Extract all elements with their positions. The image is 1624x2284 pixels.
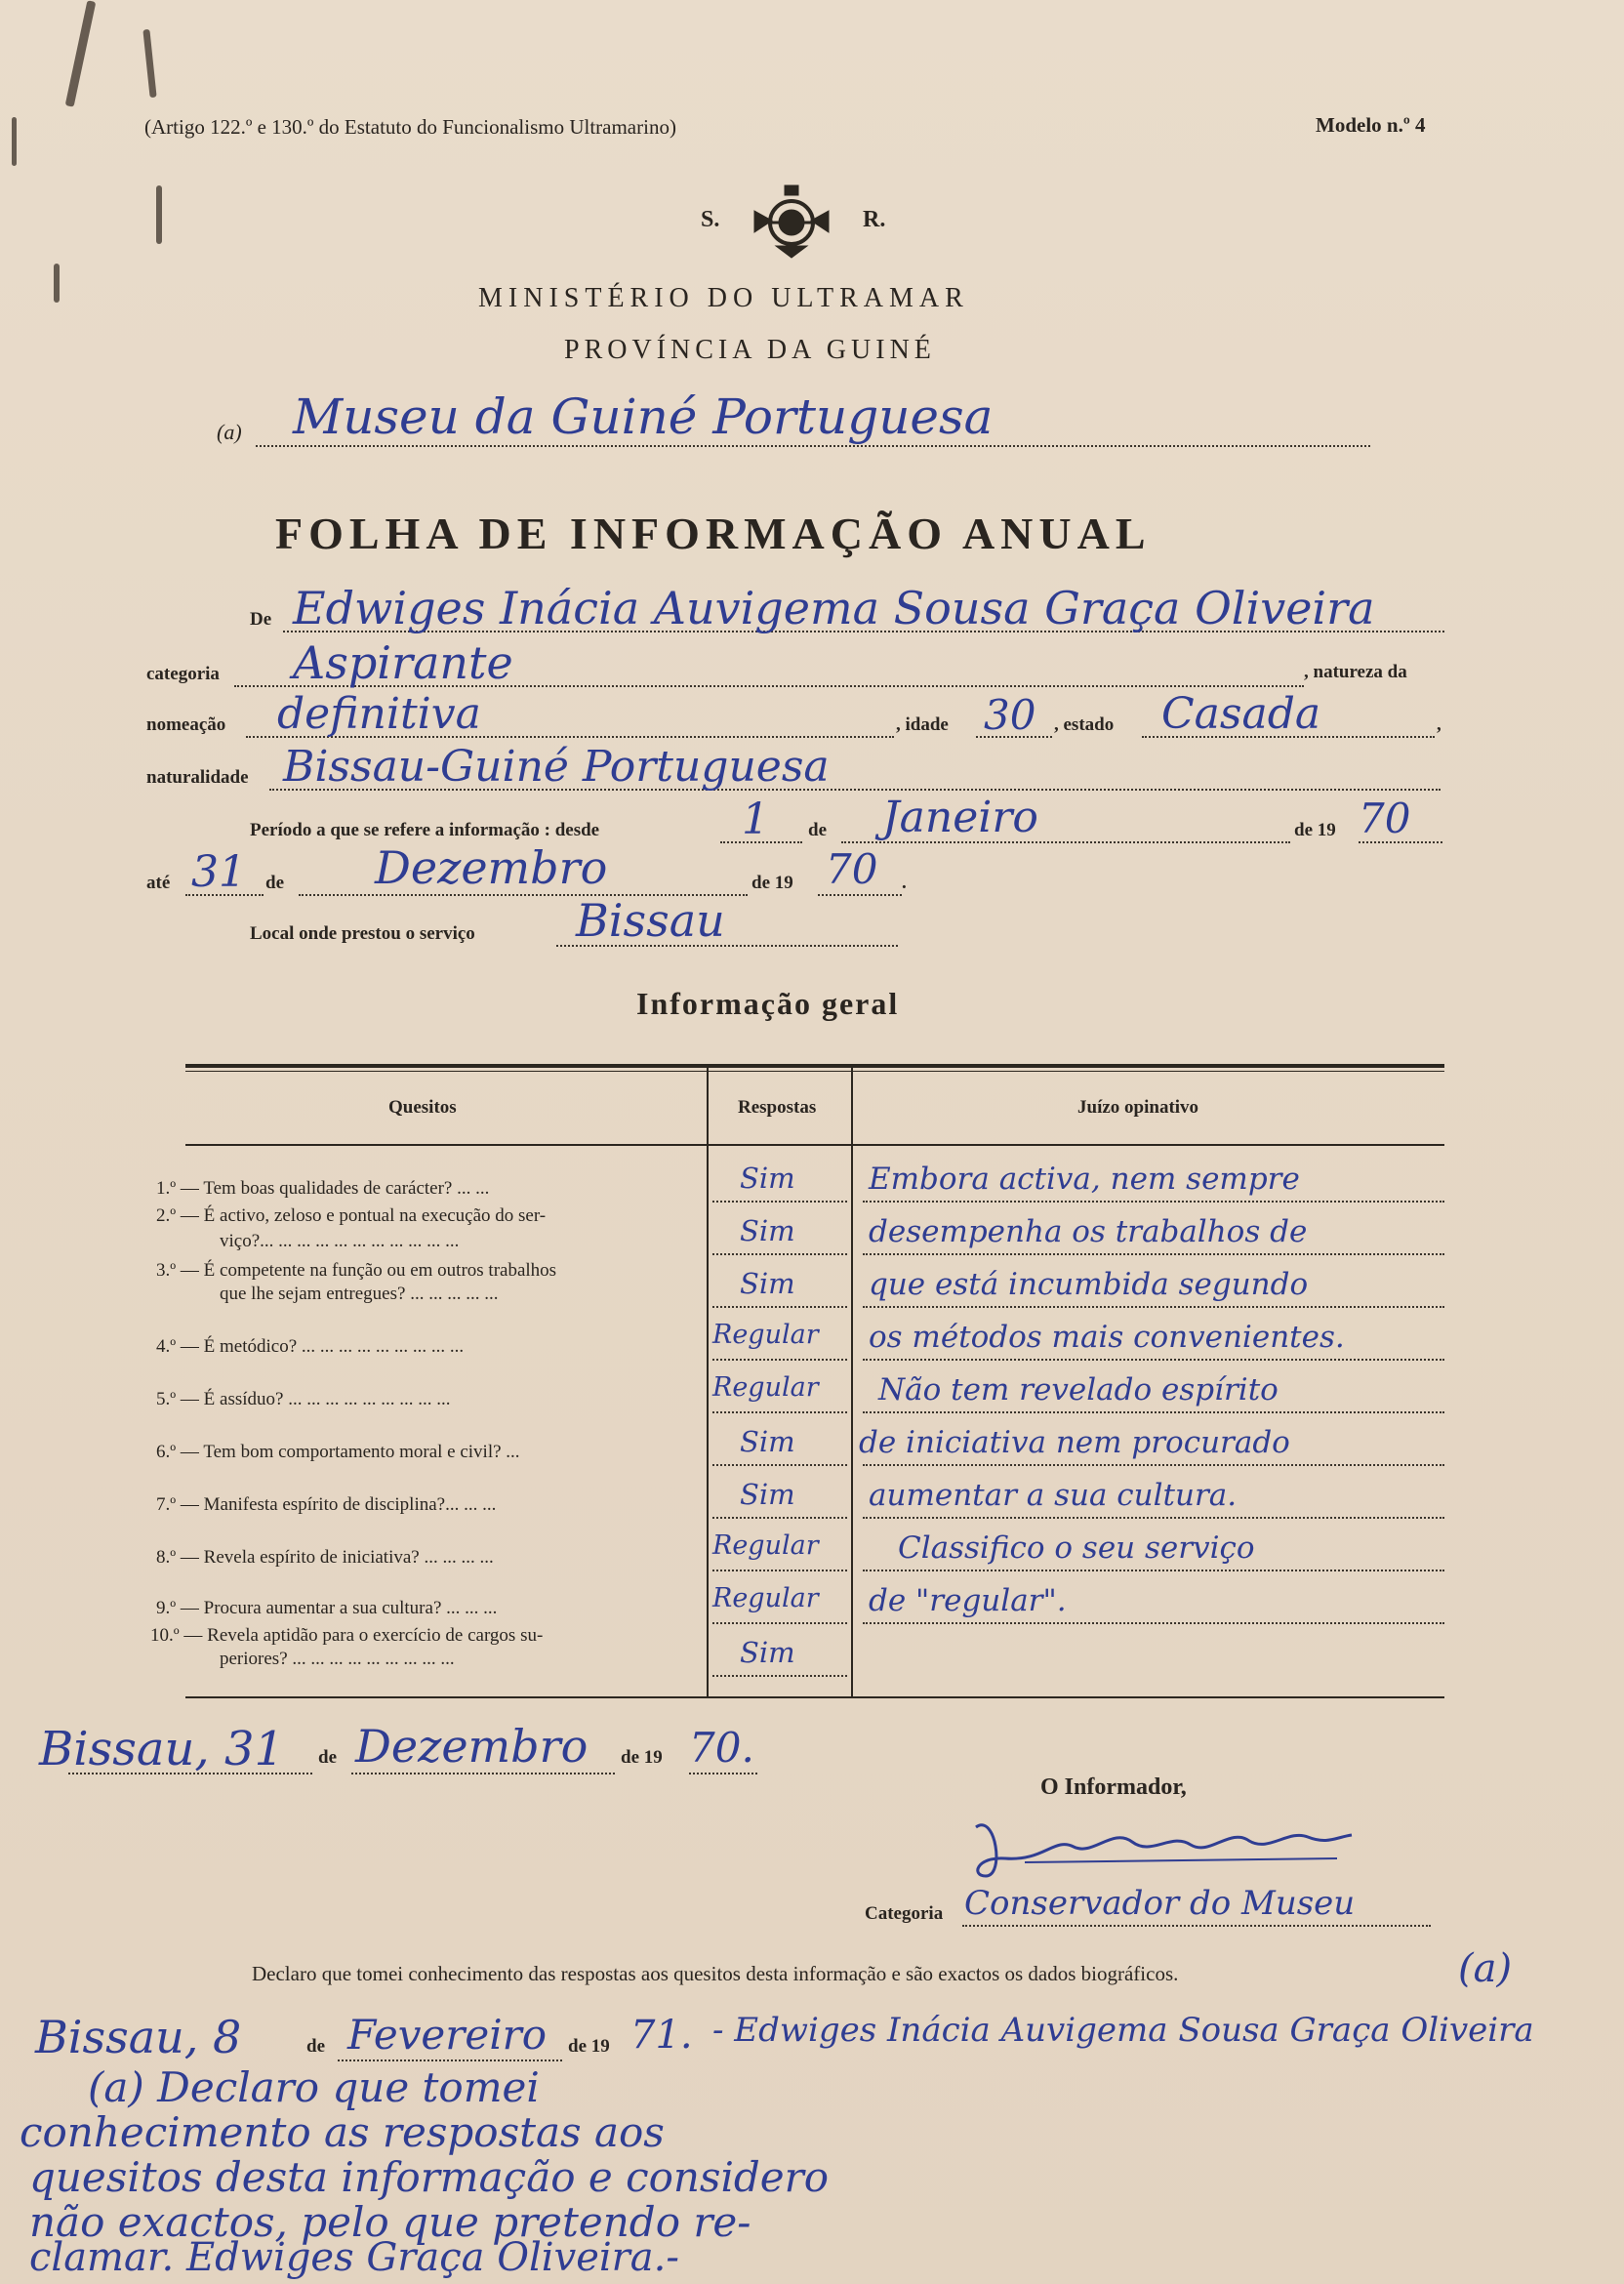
- ministry-title: MINISTÉRIO DO ULTRAMAR: [478, 283, 969, 313]
- question-row: 4.º — É metódico? ... ... ... ... ... ... ... ... ...: [156, 1336, 465, 1357]
- informador-label: O Informador,: [1040, 1774, 1187, 1800]
- informador-categoria-label: Categoria: [865, 1903, 944, 1924]
- to-year-line: [818, 894, 902, 896]
- answer: Regular: [712, 1320, 819, 1350]
- closing-de19: de 19: [621, 1747, 663, 1768]
- ate-label: até: [146, 873, 171, 893]
- answer: Sim: [740, 1425, 795, 1458]
- col-respostas: Respostas: [738, 1097, 817, 1118]
- question-row: 9.º — Procura aumentar a sua cultura? ... ... ...: [156, 1598, 498, 1618]
- answer-line: [712, 1464, 847, 1466]
- naturalidade-value: Bissau-Guiné Portuguesa: [283, 742, 830, 792]
- juizo-line: aumentar a sua cultura.: [869, 1478, 1238, 1513]
- note-line: (a) Declaro que tomei: [88, 2063, 540, 2111]
- closing-place: Bissau, 31: [39, 1722, 285, 1776]
- period-de19-a: de 19: [1294, 820, 1336, 840]
- table-top-rule: [185, 1064, 1444, 1068]
- second-de19: de 19: [568, 2036, 610, 2057]
- answer: Regular: [712, 1530, 819, 1561]
- estado-value: Casada: [1161, 689, 1321, 739]
- second-month-line: [338, 2060, 562, 2061]
- to-year: 70: [826, 845, 878, 893]
- answer-line: [712, 1201, 847, 1203]
- to-month: Dezembro: [375, 841, 608, 894]
- entity-name: Museu da Guiné Portuguesa: [293, 388, 994, 445]
- margin-mark: [156, 185, 162, 244]
- informador-signature: [966, 1808, 1357, 1886]
- juizo-line: os métodos mais convenientes.: [869, 1320, 1345, 1355]
- table-bottom-rule: [185, 1696, 1444, 1698]
- col-quesitos: Quesitos: [388, 1097, 457, 1118]
- note-line: não exactos, pelo que pretendo re-: [29, 2198, 751, 2246]
- header-s: S.: [701, 207, 720, 232]
- juizo-rule: [863, 1201, 1444, 1203]
- juizo-line: Embora activa, nem sempre: [869, 1162, 1300, 1197]
- juizo-line: Não tem revelado espírito: [878, 1372, 1279, 1407]
- to-day: 31: [191, 847, 246, 897]
- juizo-line: de "regular".: [869, 1583, 1067, 1618]
- period-de-2: de: [265, 873, 284, 893]
- from-day: 1: [742, 795, 769, 844]
- answer-line: [712, 1570, 847, 1571]
- answer: Sim: [740, 1162, 795, 1195]
- entity-prefix: (a): [217, 420, 242, 444]
- answer: Sim: [740, 1214, 795, 1247]
- answer: Regular: [712, 1372, 819, 1403]
- informador-categoria: Conservador do Museu: [964, 1884, 1356, 1923]
- col-juizo: Juízo opinativo: [1077, 1097, 1199, 1118]
- declaration-mark: (a): [1458, 1946, 1513, 1991]
- idade-label: , idade: [896, 714, 949, 735]
- period-de19-b: de 19: [751, 873, 793, 893]
- section-title: Informação geral: [636, 986, 900, 1021]
- question-row: 3.º — É competente na função ou em outros trabalhos: [156, 1260, 557, 1281]
- juizo-line: Classifico o seu serviço: [898, 1530, 1255, 1566]
- juizo-rule: [863, 1411, 1444, 1413]
- juizo-rule: [863, 1359, 1444, 1361]
- de-label: De: [250, 609, 272, 630]
- second-month: Fevereiro: [347, 2011, 548, 2059]
- question-row: 5.º — É assíduo? ... ... ... ... ... ... ... ... ...: [156, 1389, 451, 1409]
- closing-year: 70.: [689, 1724, 754, 1772]
- to-year-dot: .: [902, 873, 907, 893]
- estado-comma: ,: [1437, 714, 1441, 735]
- question-row-cont: que lhe sejam entregues? ... ... ... ... ...: [220, 1284, 499, 1304]
- question-row: 8.º — Revela espírito de iniciativa? ... ... ... ...: [156, 1547, 494, 1568]
- answer-line: [712, 1411, 847, 1413]
- legal-reference: (Artigo 122.º e 130.º do Estatuto do Funcionalismo Ultramarino): [144, 115, 676, 139]
- table-header-rule: [185, 1144, 1444, 1146]
- closing-month: Dezembro: [355, 1720, 589, 1773]
- second-year: 71.: [630, 2013, 693, 2058]
- nomeacao-label: nomeação: [146, 714, 226, 735]
- natureza-label: , natureza da: [1304, 662, 1407, 682]
- note-line: clamar. Edwiges Graça Oliveira.-: [29, 2235, 679, 2280]
- table-top-rule-2: [185, 1071, 1444, 1072]
- answer-line: [712, 1517, 847, 1519]
- juizo-rule: [863, 1570, 1444, 1571]
- question-row-cont: viço?... ... ... ... ... ... ... ... ... ... ...: [220, 1231, 460, 1251]
- closing-month-line: [351, 1773, 615, 1774]
- informador-categoria-line: [962, 1925, 1431, 1927]
- answer: Sim: [740, 1478, 795, 1511]
- table-col-divider-1: [707, 1068, 709, 1698]
- local-label: Local onde prestou o serviço: [250, 923, 475, 944]
- from-year: 70: [1359, 795, 1411, 842]
- employee-name: Edwiges Inácia Auvigema Sousa Graça Oliveira: [293, 582, 1375, 634]
- question-row: 6.º — Tem bom comportamento moral e civil? ...: [156, 1442, 520, 1462]
- note-line: conhecimento as respostas aos: [20, 2108, 665, 2156]
- question-row: 7.º — Manifesta espírito de disciplina?... ... ...: [156, 1494, 497, 1515]
- period-label: Período a que se refere a informação : desde: [250, 820, 600, 840]
- margin-mark: [12, 117, 17, 166]
- second-de: de: [306, 2036, 325, 2057]
- naturalidade-label: naturalidade: [146, 767, 249, 788]
- juizo-rule: [863, 1622, 1444, 1624]
- header-r: R.: [863, 207, 886, 232]
- categoria-value: Aspirante: [293, 636, 513, 689]
- closing-de: de: [318, 1747, 337, 1768]
- juizo-rule: [863, 1464, 1444, 1466]
- answer-line: [712, 1622, 847, 1624]
- closing-year-line: [689, 1773, 757, 1774]
- coat-of-arms-icon: [747, 182, 836, 260]
- local-value: Bissau: [576, 894, 725, 947]
- question-row: 2.º — É activo, zeloso e pontual na execução do ser-: [156, 1205, 547, 1226]
- nomeacao-value: definitiva: [277, 689, 481, 739]
- answer: Sim: [740, 1636, 795, 1669]
- margin-mark: [65, 0, 97, 106]
- categoria-label: categoria: [146, 664, 220, 684]
- closing-place-line: [68, 1773, 312, 1774]
- answer: Regular: [712, 1583, 819, 1613]
- period-de-1: de: [808, 820, 827, 840]
- margin-mark: [142, 29, 156, 98]
- juizo-line: desempenha os trabalhos de: [869, 1214, 1308, 1249]
- juizo-rule: [863, 1306, 1444, 1308]
- juizo-line: que está incumbida segundo: [869, 1267, 1309, 1302]
- answer-line: [712, 1253, 847, 1255]
- answer-line: [712, 1359, 847, 1361]
- idade-value: 30: [984, 691, 1036, 739]
- juizo-rule: [863, 1253, 1444, 1255]
- province-title: PROVÍNCIA DA GUINÉ: [564, 335, 936, 365]
- answer: Sim: [740, 1267, 795, 1300]
- declaration-text: Declaro que tomei conhecimento das respostas aos quesitos desta informação e são exactos os dados biográficos.: [252, 1962, 1179, 1985]
- question-row-cont: periores? ... ... ... ... ... ... ... ... ...: [220, 1649, 455, 1669]
- answer-line: [712, 1306, 847, 1308]
- model-number: Modelo n.º 4: [1316, 113, 1426, 137]
- juizo-line: de iniciativa nem procurado: [859, 1425, 1290, 1460]
- from-month: Janeiro: [882, 793, 1038, 842]
- estado-label: , estado: [1054, 714, 1115, 735]
- entity-line: [256, 445, 1370, 447]
- table-col-divider-2: [851, 1068, 853, 1698]
- juizo-rule: [863, 1517, 1444, 1519]
- form-title: FOLHA DE INFORMAÇÃO ANUAL: [275, 509, 1152, 558]
- second-signature: - Edwiges Inácia Auvigema Sousa Graça Oliveira: [712, 2011, 1534, 2050]
- question-row: 1.º — Tem boas qualidades de carácter? ... ...: [156, 1178, 490, 1199]
- second-place: Bissau, 8: [35, 2011, 242, 2063]
- answer-line: [712, 1675, 847, 1677]
- margin-mark: [54, 264, 60, 303]
- note-line: quesitos desta informação e considero: [29, 2153, 830, 2201]
- question-row: 10.º — Revela aptidão para o exercício de cargos su-: [150, 1625, 544, 1646]
